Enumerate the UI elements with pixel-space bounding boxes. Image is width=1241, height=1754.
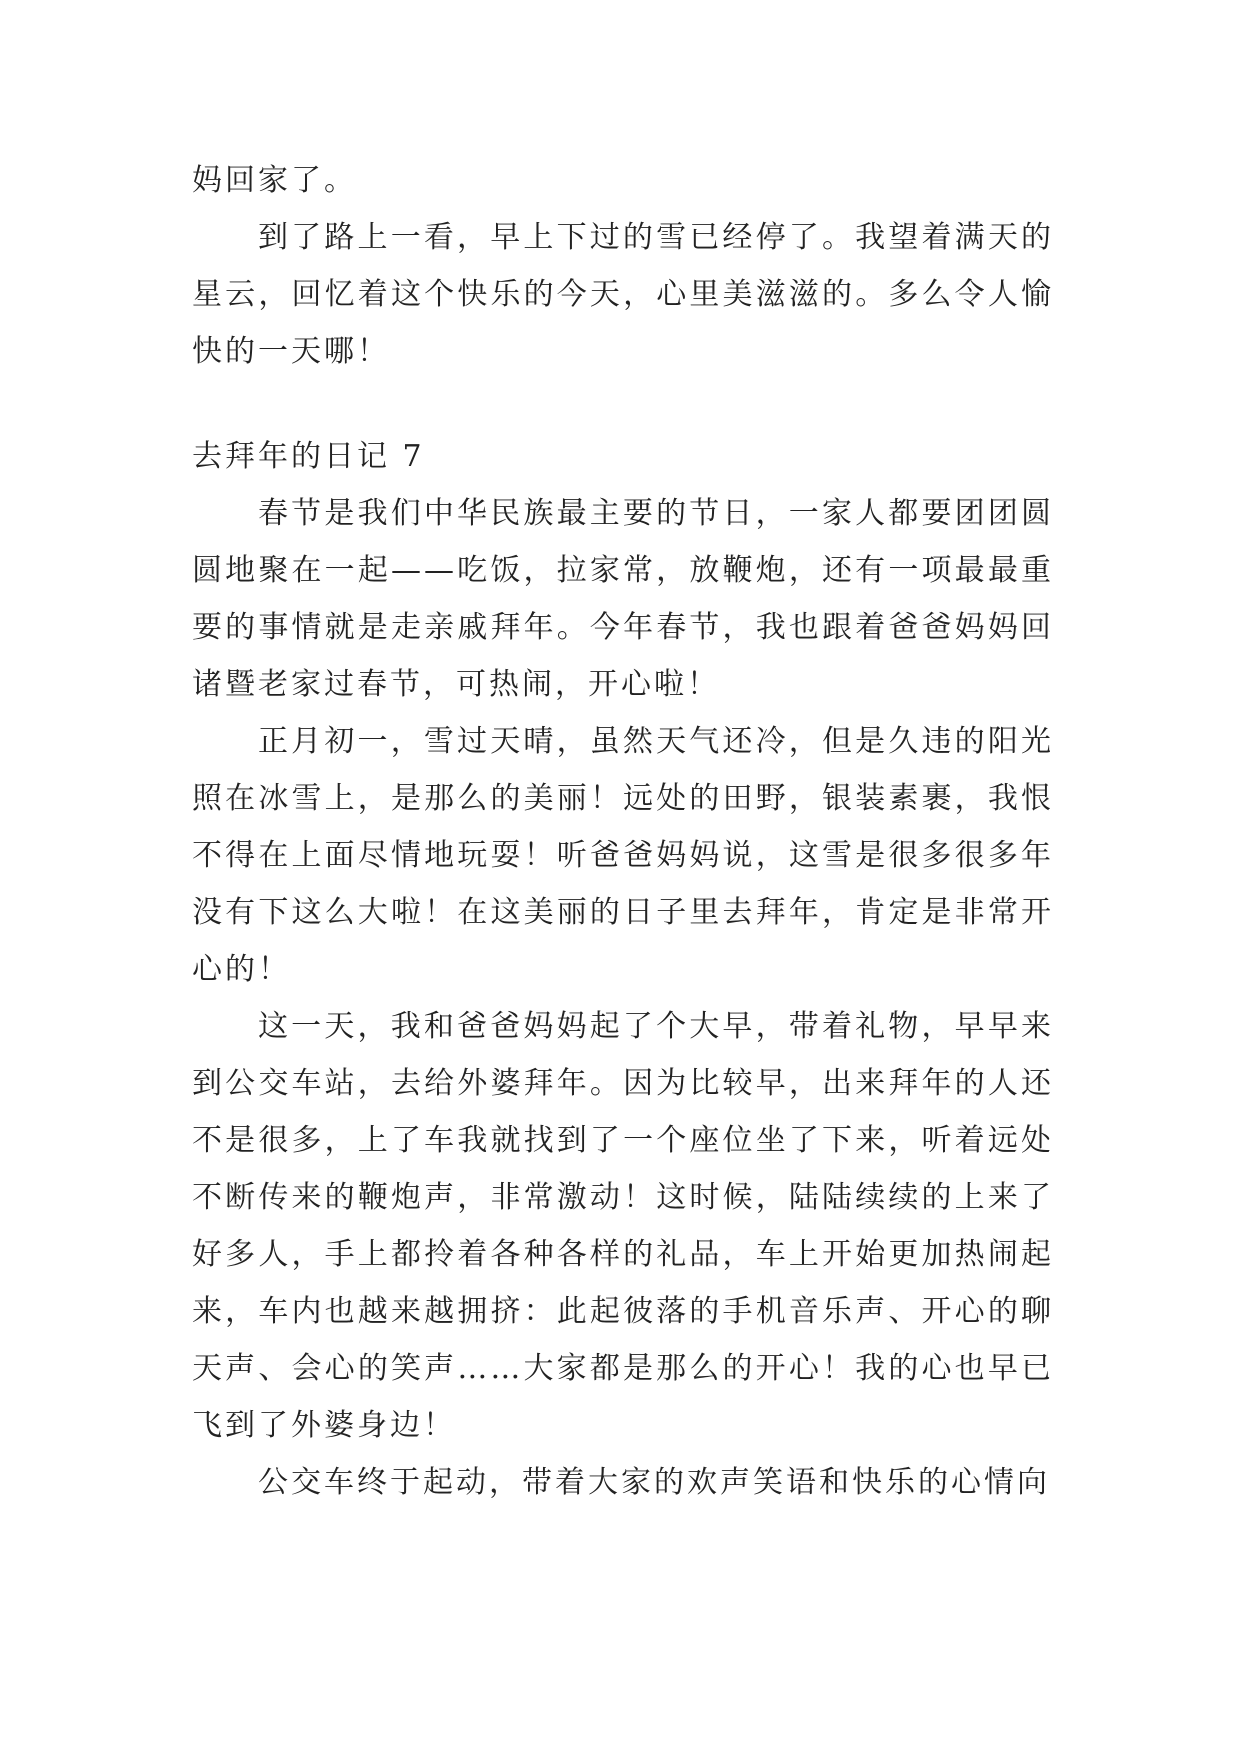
document-body <box>192 152 1054 1511</box>
paragraph: 到了路上一看，早上下过的雪已经停了。我望着满天的星云，回忆着这个快乐的今天，心里美滋滋的。多么令人愉快的一天哪！ <box>192 220 1054 369</box>
paragraph: 公交车终于起动，带着大家的欢声笑语和快乐的心情向 <box>258 1465 1050 1500</box>
paragraph: 这一天，我和爸爸妈妈起了个大早，带着礼物，早早来到公交车站，去给外婆拜年。因为比较早，出来拜年的人还不是很多，上了车我就找到了一个座位坐了下来，听着远处不断传来的鞭炮声，非常激动！这时候，陆陆续续的上来了好多人，手上都拎着各种各样的礼品，车上开始更加热闹起来，车内也越来越拥挤：此起彼落的手机音乐声、开心的聊天声、会心的笑声……大家都是那么的开心！我的心也早已飞到了外婆身边！ <box>192 1009 1054 1443</box>
paragraph: 正月初一，雪过天晴，虽然天气还冷，但是久违的阳光照在冰雪上，是那么的美丽！远处的田野，银装素裹，我恨不得在上面尽情地玩耍！听爸爸妈妈说，这雪是很多很多年没有下这么大啦！在这美丽的日子里去拜年，肯定是非常开心的！ <box>192 724 1054 987</box>
section-title: 去拜年的日记 7 <box>192 439 425 474</box>
continuation-text: 妈回家了。 <box>192 163 357 198</box>
paragraph: 春节是我们中华民族最主要的节日，一家人都要团团圆圆地聚在一起——吃饭，拉家常，放鞭炮，还有一项最最重要的事情就是走亲戚拜年。今年春节，我也跟着爸爸妈妈回诸暨老家过春节，可热闹，开心啦！ <box>192 496 1054 702</box>
